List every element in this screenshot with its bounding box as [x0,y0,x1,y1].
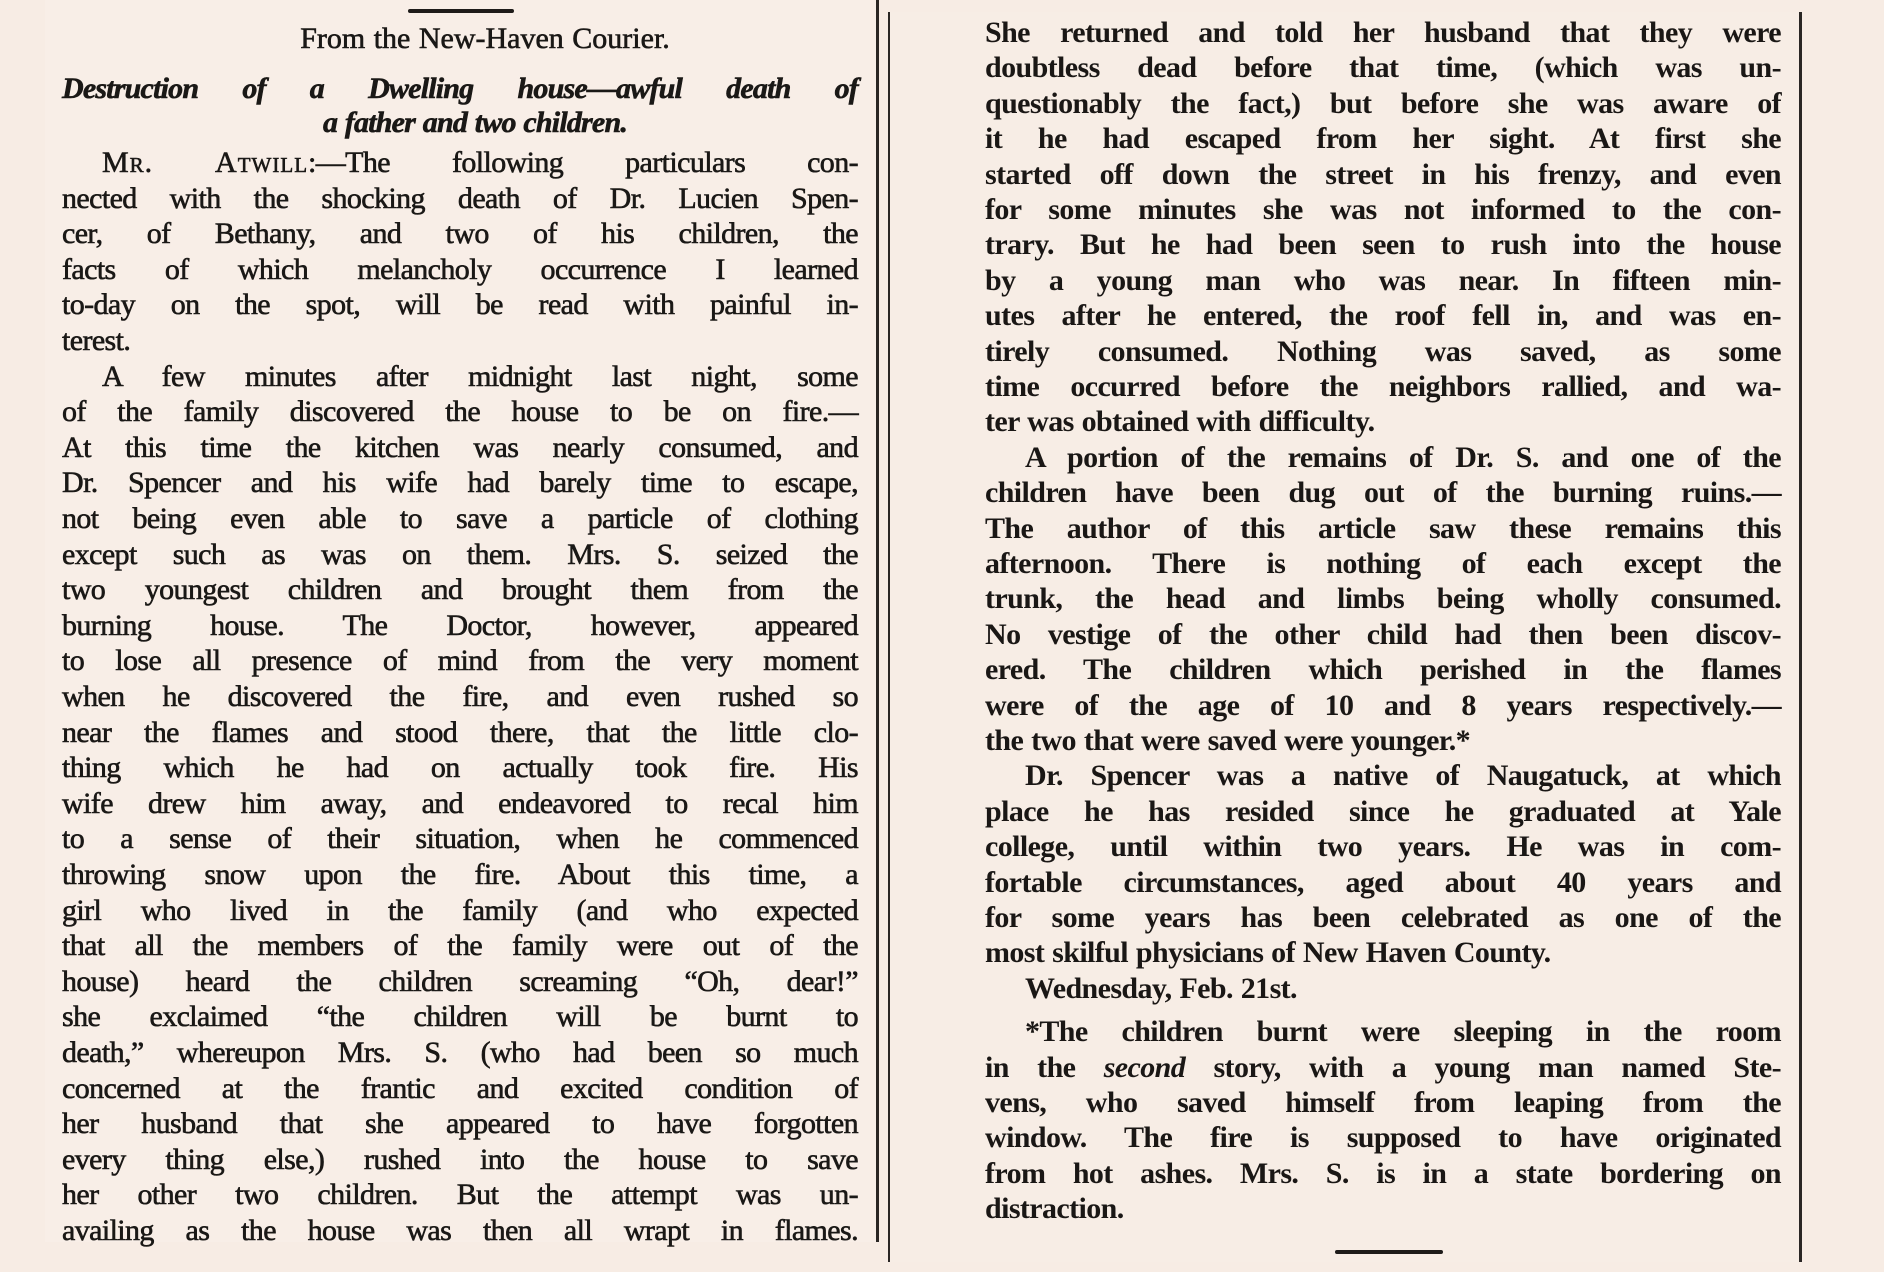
footnote-line: window. The fire is supposed to have originated [985,1121,1781,1155]
text-line: ered. The children which perished in the flames [985,653,1781,687]
text-line: to-day on the spot, will be read with painful in- [62,288,858,322]
text-line: afternoon. There is nothing of each except the [985,547,1781,580]
text-line: she exclaimed “the children will be burnt to [62,1000,858,1034]
text-line: death,” whereupon Mrs. S. (who had been so much [62,1036,858,1069]
text-line: started off down the street in his frenzy, and even [985,157,1781,191]
text-line: burning house. The Doctor, however, appeared [62,608,858,642]
left-column-border [876,0,879,1242]
text-line: it he had escaped from her sight. At first she [985,122,1781,156]
footnote-line: vens, who saved himself from leaping from the [985,1086,1781,1119]
text-line: for some minutes she was not informed to the con- [985,193,1781,226]
text-line: questionably the fact,) but before she was aware of [985,86,1781,120]
text-line: facts of which melancholy occurrence I learned [62,252,858,286]
text-line: two youngest children and brought them from the [62,573,858,607]
text-line: fortable circumstances, aged about 40 years and [985,865,1781,899]
text-line: place he has resided since he graduated at Yale [985,794,1781,828]
text-line: of the family discovered the house to be on fire.— [62,395,858,429]
text-line: for some years has been celebrated as one of the [985,901,1781,934]
text-line: to lose all presence of mind from the very moment [62,644,858,678]
text-line: every thing else,) rushed into the house to save [62,1142,858,1176]
text-line: thing which he had on actually took fire. His [62,751,858,785]
text-line: doubtless dead before that time, (which was un- [985,51,1781,85]
text-line: utes after he entered, the roof fell in, and was en- [985,299,1781,333]
text-line: most skilful physicians of New Haven County. [985,936,1551,970]
headline-line-2: a father and two children. [322,106,628,139]
text-line: A portion of the remains of Dr. S. and one of the [1025,440,1781,474]
text-line: Mr. Atwill:—The following particulars con- [102,146,858,179]
right-column-left-border [888,12,890,1262]
right-column-right-border [1799,12,1802,1262]
text-line: concerned at the frantic and excited condition of [62,1071,858,1105]
text-line: children have been dug out of the burning ruins.— [985,476,1781,510]
salutation: Mr. Atwill [102,146,309,179]
footnote-line: distraction. [985,1192,1124,1226]
text-line: time occurred before the neighbors rallied, and wa- [985,370,1781,403]
dateline: Wednesday, Feb. 21st. [1025,971,1297,1005]
text-line: were of the age of 10 and 8 years respectively.— [985,688,1781,722]
text-line: She returned and told her husband that they were [985,16,1781,49]
text-line: girl who lived in the family (and who expected [62,893,858,927]
text-line: trary. But he had been seen to rush into the house [985,228,1781,262]
text-line: the two that were saved were younger.* [985,724,1471,757]
text-line: Dr. Spencer and his wife had barely time to escape, [62,466,858,500]
text-line: house) heard the children screaming “Oh, dear!” [62,964,858,998]
text-line: nected with the shocking death of Dr. Lucien Spen- [62,181,858,215]
text-line: that all the members of the family were out of the [62,929,858,963]
text-line: to a sense of their situation, when he commenced [62,822,858,856]
text-line: Dr. Spencer was a native of Naugatuck, at which [1025,759,1781,793]
headline-line-1: Destruction of a Dwelling house—awful death of [62,72,858,105]
text-line: her other two children. But the attempt was un- [62,1178,858,1212]
text-line: tirely consumed. Nothing was saved, as some [985,334,1781,368]
text-line: by a young man who was near. In fifteen min- [985,263,1781,297]
text-line: At this time the kitchen was nearly consumed, and [62,430,858,464]
text-line: terest. [62,324,131,357]
text-line: The author of this article saw these remains this [985,511,1781,545]
text-line: A few minutes after midnight last night, some [102,359,858,393]
text-line: except such as was on them. Mrs. S. seized the [62,537,858,571]
text-line: when he discovered the fire, and even rushed so [62,680,858,713]
text-line: trunk, the head and limbs being wholly consumed. [985,582,1781,616]
text-line: not being even able to save a particle of clothing [62,502,858,535]
text-line: cer, of Bethany, and two of his children, the [62,217,858,251]
text-line: availing as the house was then all wrapt in flames. [62,1214,858,1247]
footnote-line: in the second story, with a young man named Ste- [985,1050,1782,1084]
footnote-line: *The children burnt were sleeping in the room [1025,1015,1781,1049]
text-line: near the flames and stood there, that the little clo- [62,715,858,749]
top-separator-rule [408,9,514,13]
text-line: wife drew him away, and endeavored to recal him [62,786,858,820]
text-line: ter was obtained with difficulty. [985,405,1375,439]
footnote-line: from hot ashes. Mrs. S. is in a state bordering on [985,1156,1781,1190]
bottom-separator-rule [1335,1250,1443,1254]
italic-word: second [1103,1050,1186,1084]
text-line: throwing snow upon the fire. About this time, a [62,858,858,891]
text-line: college, until within two years. He was in com- [985,830,1781,864]
text-line: her husband that she appeared to have forgotten [62,1107,858,1141]
text-line: No vestige of the other child had then been discov- [985,617,1781,651]
source-attribution: From the New-Haven Courier. [300,22,670,55]
